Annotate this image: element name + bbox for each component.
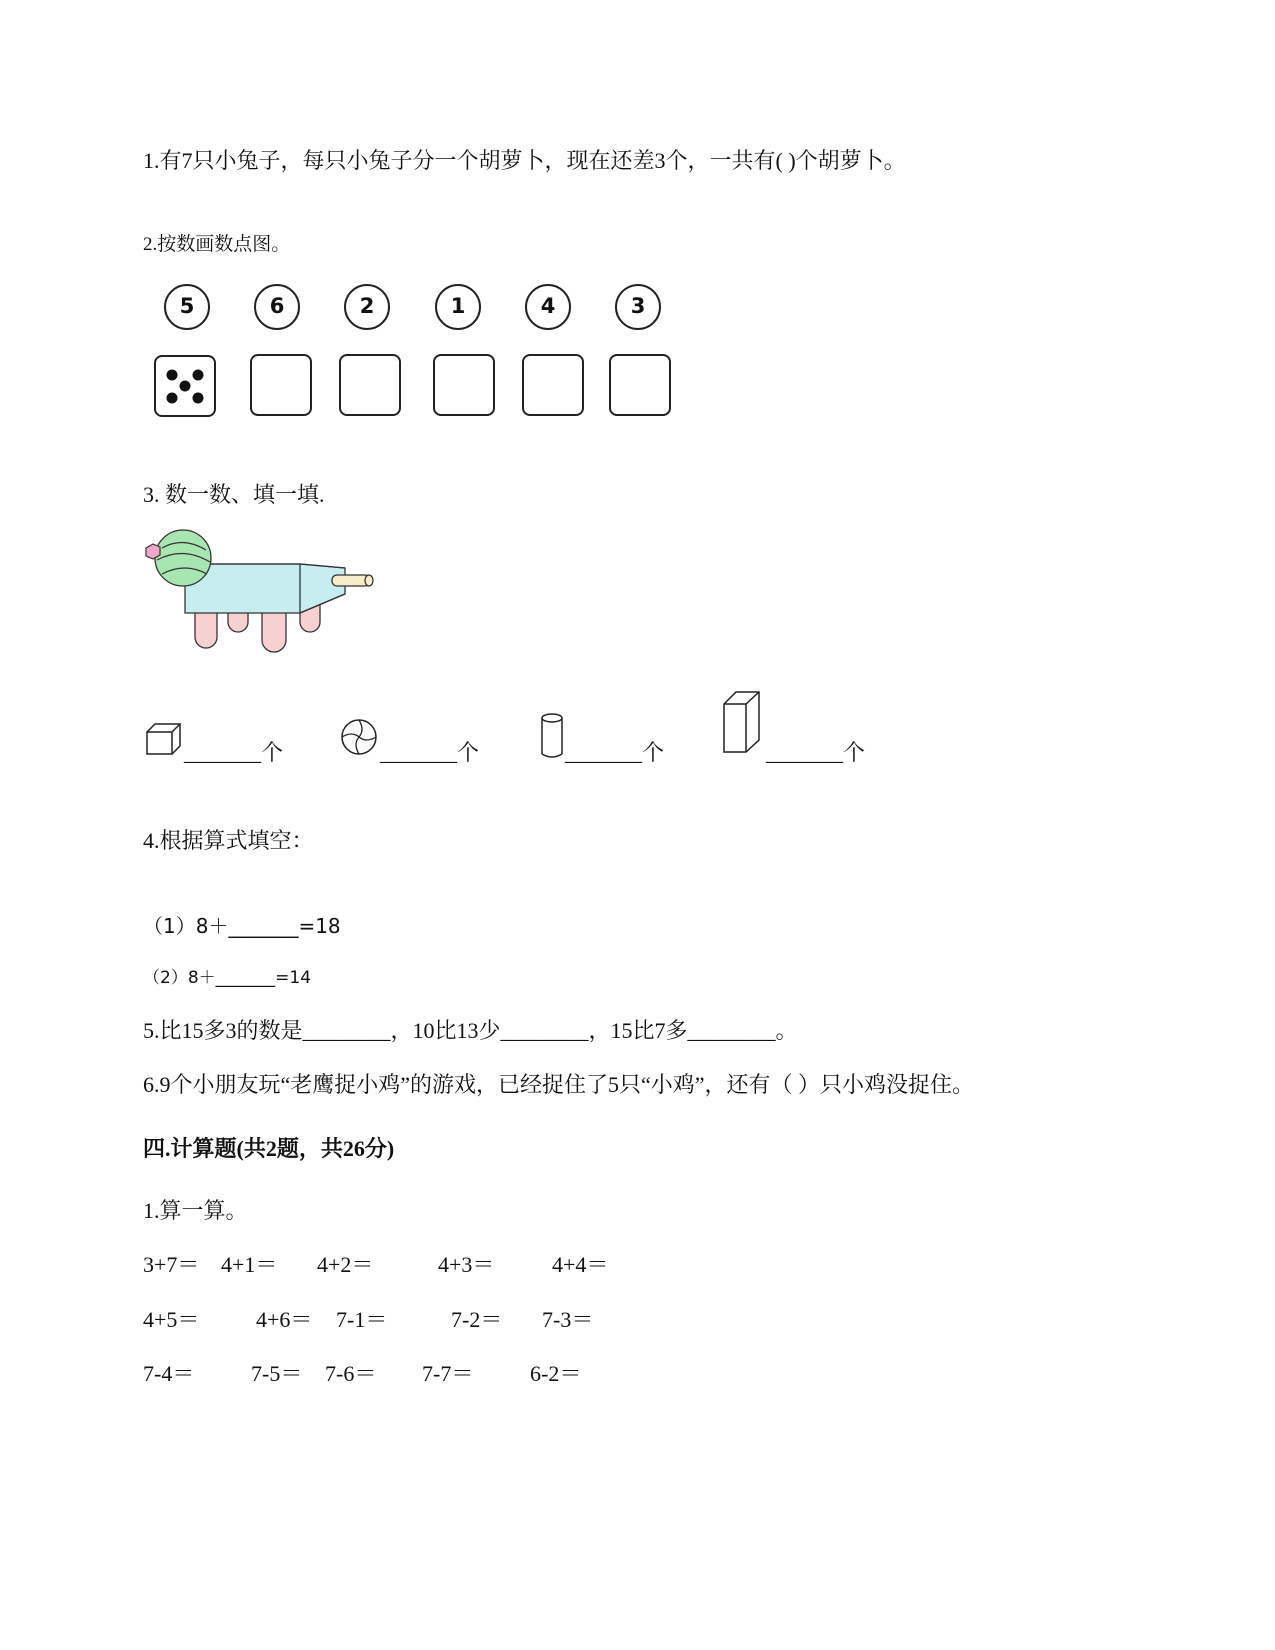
equation[interactable]: 4+5＝ [143, 1307, 200, 1332]
cuboid-count-blank[interactable]: _______个 [766, 740, 866, 765]
equation[interactable]: 7-3＝ [542, 1307, 594, 1332]
equation[interactable]: 7-7＝ [422, 1361, 474, 1386]
cuboid-icon [722, 690, 762, 754]
number-circle-2: 6 [254, 284, 300, 330]
question-4-item-1[interactable]: （1）8＋_______=18 [143, 914, 341, 938]
ball-count-blank[interactable]: _______个 [380, 740, 480, 765]
number-circle-4: 1 [435, 284, 481, 330]
equation[interactable]: 7-6＝ [325, 1361, 377, 1386]
ball-icon [340, 718, 380, 758]
number-circle-3: 2 [344, 284, 390, 330]
question-2-prompt: 2.按数画数点图。 [143, 234, 291, 255]
question-5[interactable]: 5.比15多3的数是________，10比13少________，15比7多________。 [143, 1018, 798, 1043]
question-6[interactable]: 6.9个小朋友玩“老鹰捉小鸡”的游戏，已经捉住了5只“小鸡”，还有（ ）只小鸡没捉住。 [143, 1072, 975, 1097]
equation[interactable]: 4+6＝ [256, 1307, 313, 1332]
number-circle-5: 4 [525, 284, 571, 330]
dot-box-3[interactable] [339, 354, 401, 416]
cylinder-count-blank[interactable]: _______个 [565, 740, 665, 765]
equation[interactable]: 4+4＝ [552, 1252, 609, 1277]
dot-box-2[interactable] [250, 354, 312, 416]
cube-count-blank[interactable]: _______个 [184, 740, 284, 765]
shape-animal-picture [140, 528, 380, 658]
equation[interactable]: 7-1＝ [336, 1307, 388, 1332]
cube-icon [146, 722, 182, 756]
question-4-item-2[interactable]: （2）8＋_______=14 [143, 968, 312, 988]
number-circle-1: 5 [164, 284, 210, 330]
question-4-prompt: 4.根据算式填空： [143, 828, 314, 853]
question-1: 1.有7只小兔子，每只小兔子分一个胡萝卜，现在还差3个，一共有( )个胡萝卜。 [143, 148, 906, 173]
equation[interactable]: 7-2＝ [451, 1307, 503, 1332]
equation[interactable]: 4+2＝ [317, 1252, 374, 1277]
number-circle-6: 3 [615, 284, 661, 330]
dot-box-6[interactable] [609, 354, 671, 416]
dot-box-4[interactable] [433, 354, 495, 416]
equation[interactable]: 7-4＝ [143, 1361, 195, 1386]
equation[interactable]: 6-2＝ [530, 1361, 582, 1386]
equation[interactable]: 4+3＝ [438, 1252, 495, 1277]
equation[interactable]: 4+1＝ [221, 1252, 278, 1277]
five-dots-icon [154, 355, 216, 417]
section-4-title: 四.计算题(共2题，共26分) [143, 1136, 395, 1161]
equation[interactable]: 7-5＝ [251, 1361, 303, 1386]
section-4-sub-1: 1.算一算。 [143, 1198, 248, 1223]
equation[interactable]: 3+7＝ [143, 1252, 200, 1277]
dot-box-example [154, 355, 216, 417]
cylinder-icon [540, 712, 566, 760]
question-3-prompt: 3. 数一数、填一填. [143, 482, 325, 507]
dot-box-5[interactable] [522, 354, 584, 416]
